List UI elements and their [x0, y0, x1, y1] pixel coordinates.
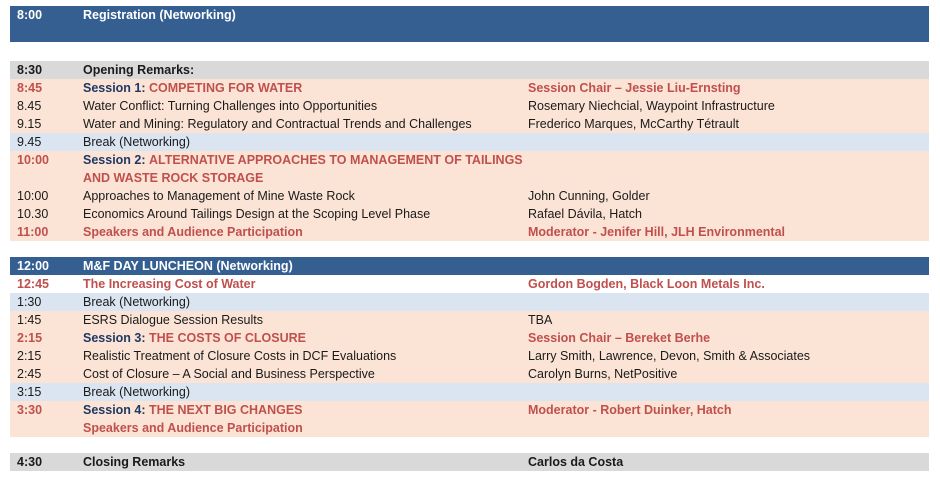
agenda-row [10, 453, 929, 471]
agenda-speaker: Moderator - Robert Duinker, Hatch [528, 403, 732, 417]
agenda-time: 3:30 [17, 403, 43, 417]
agenda-row [10, 275, 929, 293]
agenda-time: 8:30 [17, 63, 43, 77]
agenda-title: Break (Networking) [83, 295, 190, 309]
agenda-time: 2:15 [17, 331, 43, 345]
agenda-time: 10:00 [17, 153, 49, 167]
agenda-time: 10:00 [17, 189, 49, 203]
session-title: ALTERNATIVE APPROACHES TO MANAGEMENT OF TAILINGS [149, 153, 523, 167]
session-label: Session 2: [83, 153, 146, 167]
agenda-speaker: Session Chair – Jessie Liu-Ernsting [528, 81, 741, 95]
agenda-row [10, 133, 929, 151]
agenda-time: 2:45 [17, 367, 42, 381]
agenda-title: Economics Around Tailings Design at the Scoping Level Phase [83, 207, 431, 221]
agenda-title: Water and Mining: Regulatory and Contractual Trends and Challenges [83, 117, 472, 131]
agenda-time: 10.30 [17, 207, 49, 221]
agenda-title: M&F DAY LUNCHEON (Networking) [83, 259, 293, 273]
session-label: Session 3: [83, 331, 146, 345]
agenda-speaker: Frederico Marques, McCarthy Tétrault [528, 117, 739, 131]
agenda-title: Cost of Closure – A Social and Business Perspective [83, 367, 375, 381]
agenda-row [10, 223, 929, 241]
agenda-time: 12:00 [17, 259, 49, 273]
agenda-row [10, 115, 929, 133]
agenda-title: Speakers and Audience Participation [83, 225, 303, 239]
agenda-title: Registration (Networking) [83, 8, 236, 22]
agenda-time: 8:45 [17, 81, 43, 95]
agenda-speaker: Rafael Dávila, Hatch [528, 207, 642, 221]
agenda-time: 11:00 [17, 225, 49, 239]
agenda-title: ESRS Dialogue Session Results [83, 313, 263, 327]
row-gap [10, 241, 929, 257]
agenda-title: Approaches to Management of Mine Waste Rock [83, 189, 355, 203]
agenda-time: 2:15 [17, 349, 42, 363]
agenda-time: 8.45 [17, 99, 42, 113]
agenda-speaker: John Cunning, Golder [528, 189, 650, 203]
session-heading [83, 151, 523, 169]
agenda-row [10, 419, 929, 437]
agenda-time: 12:45 [17, 277, 49, 291]
agenda-row [10, 6, 929, 42]
agenda-row [10, 347, 929, 365]
agenda-title: AND WASTE ROCK STORAGE [83, 171, 264, 185]
agenda-speaker: Session Chair – Bereket Berhe [528, 331, 711, 345]
agenda-row [10, 205, 929, 223]
agenda-title: Water Conflict: Turning Challenges into Opportunities [83, 99, 378, 113]
agenda-title: Opening Remarks: [83, 63, 195, 77]
agenda-time: 1:45 [17, 313, 42, 327]
agenda-time: 8:00 [17, 8, 43, 22]
agenda-row [10, 365, 929, 383]
agenda-speaker: Larry Smith, Lawrence, Devon, Smith & Associates [528, 349, 811, 363]
agenda-row [10, 293, 929, 311]
session-title: THE NEXT BIG CHANGES [149, 403, 303, 417]
agenda-row [10, 187, 929, 205]
agenda-speaker: Moderator - Jenifer Hill, JLH Environmental [528, 225, 785, 239]
agenda-speaker: TBA [528, 313, 553, 327]
agenda-speaker: Rosemary Niechcial, Waypoint Infrastructure [528, 99, 775, 113]
agenda-row [10, 61, 929, 79]
agenda-speaker: Carlos da Costa [528, 455, 624, 469]
agenda-row [10, 329, 929, 347]
agenda-time: 3:15 [17, 385, 42, 399]
session-title: THE COSTS OF CLOSURE [149, 331, 306, 345]
agenda-title: Break (Networking) [83, 385, 190, 399]
session-heading [83, 329, 306, 347]
row-gap [10, 437, 929, 453]
agenda-row [10, 97, 929, 115]
agenda-speaker: Carolyn Burns, NetPositive [528, 367, 678, 381]
agenda-row [10, 257, 929, 275]
agenda-title: The Increasing Cost of Water [83, 277, 256, 291]
row-gap [10, 42, 929, 61]
session-label: Session 4: [83, 403, 146, 417]
agenda-time: 9.45 [17, 135, 42, 149]
session-title: COMPETING FOR WATER [149, 81, 303, 95]
agenda-title: Closing Remarks [83, 455, 186, 469]
agenda-time: 1:30 [17, 295, 42, 309]
agenda-title: Speakers and Audience Participation [83, 421, 303, 435]
agenda-row [10, 169, 929, 187]
session-label: Session 1: [83, 81, 146, 95]
agenda-row [10, 401, 929, 419]
session-heading [83, 401, 303, 419]
agenda-row [10, 151, 929, 169]
session-heading [83, 79, 302, 97]
agenda-row [10, 383, 929, 401]
agenda-time: 4:30 [17, 455, 43, 469]
agenda-title: Realistic Treatment of Closure Costs in DCF Evaluations [83, 349, 397, 363]
agenda-title: Break (Networking) [83, 135, 190, 149]
agenda-table [10, 6, 929, 471]
agenda-time: 9.15 [17, 117, 42, 131]
agenda-row [10, 311, 929, 329]
agenda-speaker: Gordon Bogden, Black Loon Metals Inc. [528, 277, 765, 291]
agenda-row [10, 79, 929, 97]
